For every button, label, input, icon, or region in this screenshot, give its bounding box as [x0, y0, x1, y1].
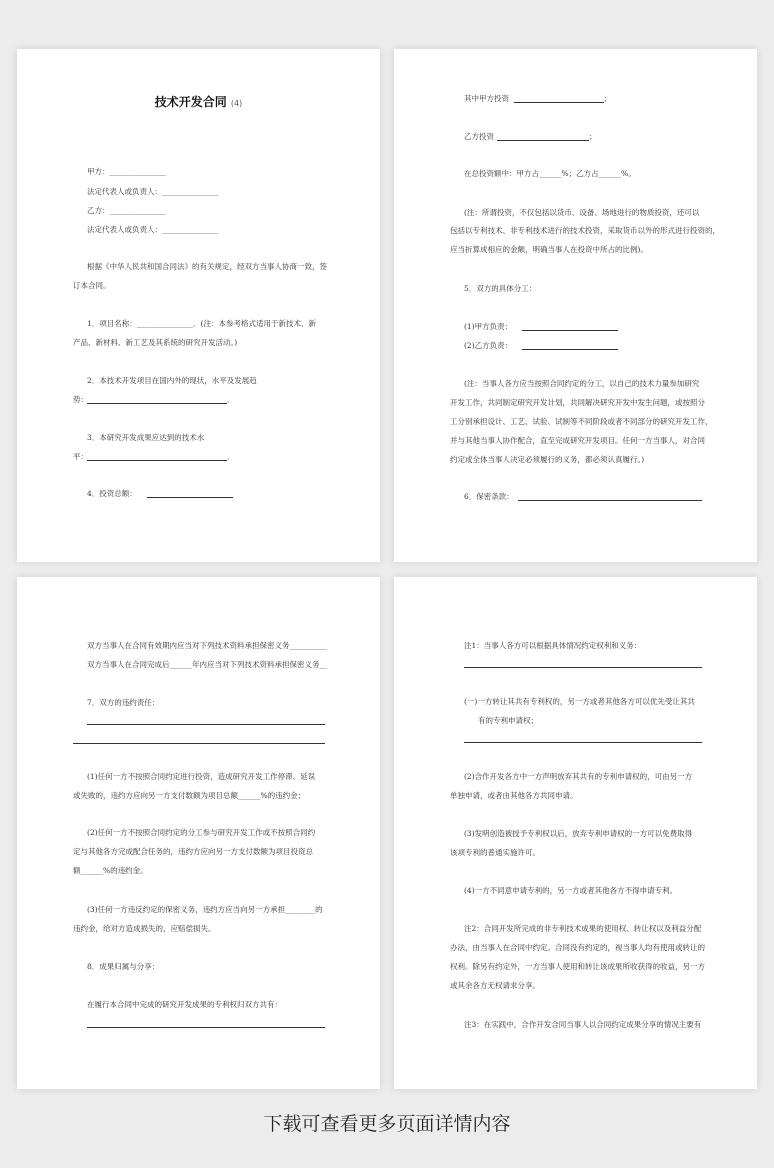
download-more-caption: 下载可查看更多页面详情内容	[263, 1113, 511, 1135]
division-note: 并与其他当事人协作配合，直至完成研究开发项目。任何一方当事人，对合同	[450, 436, 705, 445]
breach-2: 额______%的违约金。	[73, 866, 148, 875]
document-page-3	[17, 577, 380, 1089]
item-3: 3．本研究开发成果应达到的技术水	[87, 433, 205, 442]
blank-line	[87, 403, 227, 404]
right-3: (3)发明创造被授予专利权以后，放弃专利申请权的一方可以免费取得	[464, 829, 693, 838]
blank-line	[514, 102, 604, 103]
note-2: 或其余各方无权请求分享。	[450, 981, 540, 990]
right-1: (一)一方转让其共有专利权的，另一方或者其他各方可以优先受让其共	[464, 697, 695, 706]
rep-b-line: 法定代表人或负责人：_______________	[87, 225, 219, 234]
breach-1: (1)任何一方不按照合同约定进行投资，造成研究开发工作停滞、延误	[87, 772, 316, 781]
item-4: 4．投资总额：	[87, 489, 137, 498]
item-2-end: ．	[227, 395, 235, 404]
blank-line	[522, 349, 618, 350]
confidential-2: 双方当事人在合同完成后______年内应当对下列技术资料承担保密义务__	[87, 660, 327, 669]
breach-2: 定与其他各方完成配合任务的，违约方应向另一方支付数额为项目投资总	[73, 847, 313, 856]
breach-2: (2)任何一方不按照合同约定的分工参与研究开发工作或不按照合同约	[87, 828, 316, 837]
blank-line	[147, 497, 233, 498]
duty-b: (2)乙方负责：	[464, 341, 513, 350]
party-a-line: 甲方：_______________	[87, 167, 166, 176]
document-page-2	[394, 49, 757, 562]
note-1: 注1：当事人各方可以根据具体情况约定权利和义务：	[464, 641, 642, 650]
division-note: 工分别承担设计、工艺、试验、试制等不同阶段或者不同部分的研究开发工作，	[450, 417, 713, 426]
intro-text: 根据《中华人民共和国合同法》的有关规定，经双方当事人协商一致，签	[87, 262, 327, 271]
investment-a-end: ；	[604, 94, 612, 103]
investment-a: 其中甲方投资	[464, 94, 509, 103]
blank-line	[87, 460, 227, 461]
right-4: (4)一方不同意申请专利的，另一方或者其他各方不得申请专利。	[464, 886, 678, 895]
item-5: 5．双方的具体分工：	[464, 284, 537, 293]
rep-a-line: 法定代表人或负责人：_______________	[87, 187, 219, 196]
right-2: 单独申请，或者由其他各方共同申请。	[450, 791, 578, 800]
item-1: 1．项目名称：_______________．(注：本参考格式适用于新技术、新	[87, 319, 316, 328]
blank-line	[522, 330, 618, 331]
blank-line	[87, 724, 325, 725]
item-8: 8．成果归属与分享：	[87, 962, 160, 971]
blank-line	[464, 667, 702, 668]
breach-3: (3)任何一方违反约定的保密义务，违约方应当向另一方承担________的	[87, 905, 323, 914]
breach-3: 违约金，给对方造成损失的，应赔偿损失。	[73, 924, 216, 933]
document-page-4	[394, 577, 757, 1089]
breach-1: 或失败的，违约方应向另一方支付数额为项目总额______%的违约金；	[73, 791, 306, 800]
investment-b-end: ；	[589, 132, 597, 141]
right-3: 该项专利的普通实施许可。	[450, 848, 540, 857]
blank-line	[73, 743, 325, 744]
item-2: 2．本技术开发项目在国内外的现状，水平及发展趋	[87, 376, 257, 385]
right-1: 有的专利申请权；	[478, 716, 538, 725]
blank-line	[518, 500, 702, 501]
intro-text: 订本合同。	[73, 281, 111, 290]
right-2: (2)合作开发各方中一方声明放弃其共有的专利申请权的，可由另一方	[464, 772, 693, 781]
item-7: 7．双方的违约责任：	[87, 698, 160, 707]
investment-note: 包括以专利技术、非专利技术进行的技术投资，采取货币以外的形式进行投资的，	[450, 226, 720, 235]
investment-note: (注：所谓投资，不仅包括以货币、设备、场地进行的物质投资，还可以	[464, 208, 700, 217]
investment-note: 应当折算成相应的金额，明确当事人在投资中所占的比例)。	[450, 245, 648, 254]
note-2: 权利。除另有约定外，一方当事人使用和转让该成果所收获得的收益，另一方	[450, 962, 705, 971]
confidential-1: 双方当事人在合同有效期内应当对下列技术资料承担保密义务__________	[87, 641, 327, 650]
party-b-line: 乙方：_______________	[87, 206, 166, 215]
item-6: 6．保密条款：	[464, 492, 514, 501]
duty-a: (1)甲方负责：	[464, 322, 513, 331]
contract-title: 技术开发合同 (4)	[154, 95, 243, 109]
note-2: 办法，由当事人在合同中约定。合同没有约定的，视当事人均有使用或转让的	[450, 943, 705, 952]
division-note: 约定或全体当事人决定必须履行的义务，都必须认真履行。)	[450, 455, 645, 464]
note-3: 注3：在实践中，合作开发合同当事人以合同约定成果分享的情况主要有	[464, 1020, 702, 1029]
division-note: 开发工作，共同制定研究开发计划，共同解决研究开发中发生问题，或按照分	[450, 398, 705, 407]
document-page-1	[17, 49, 380, 562]
division-note: (注：当事人各方应当按照合同约定的分工，以自己的技术力量参加研究	[464, 379, 700, 388]
blank-line	[87, 1027, 325, 1028]
note-2: 注2：合同开发所完成的非专利技术成果的使用权、转让权以及利益分配	[464, 924, 702, 933]
item-3-end: ．	[227, 452, 235, 461]
investment-ratio: 在总投资额中：甲方占______%；乙方占______%。	[464, 169, 636, 178]
blank-line	[464, 742, 702, 743]
item-2-label: 势：	[73, 395, 88, 404]
investment-b: 乙方投资	[464, 132, 494, 141]
item-3-label: 平：	[73, 452, 88, 461]
ownership-text: 在履行本合同中完成的研究开发成果的专利权归双方共有：	[87, 1000, 282, 1009]
blank-line	[497, 140, 589, 141]
item-1-note: 产品、新材料、新工艺及其系统的研究开发活动。)	[73, 338, 238, 347]
